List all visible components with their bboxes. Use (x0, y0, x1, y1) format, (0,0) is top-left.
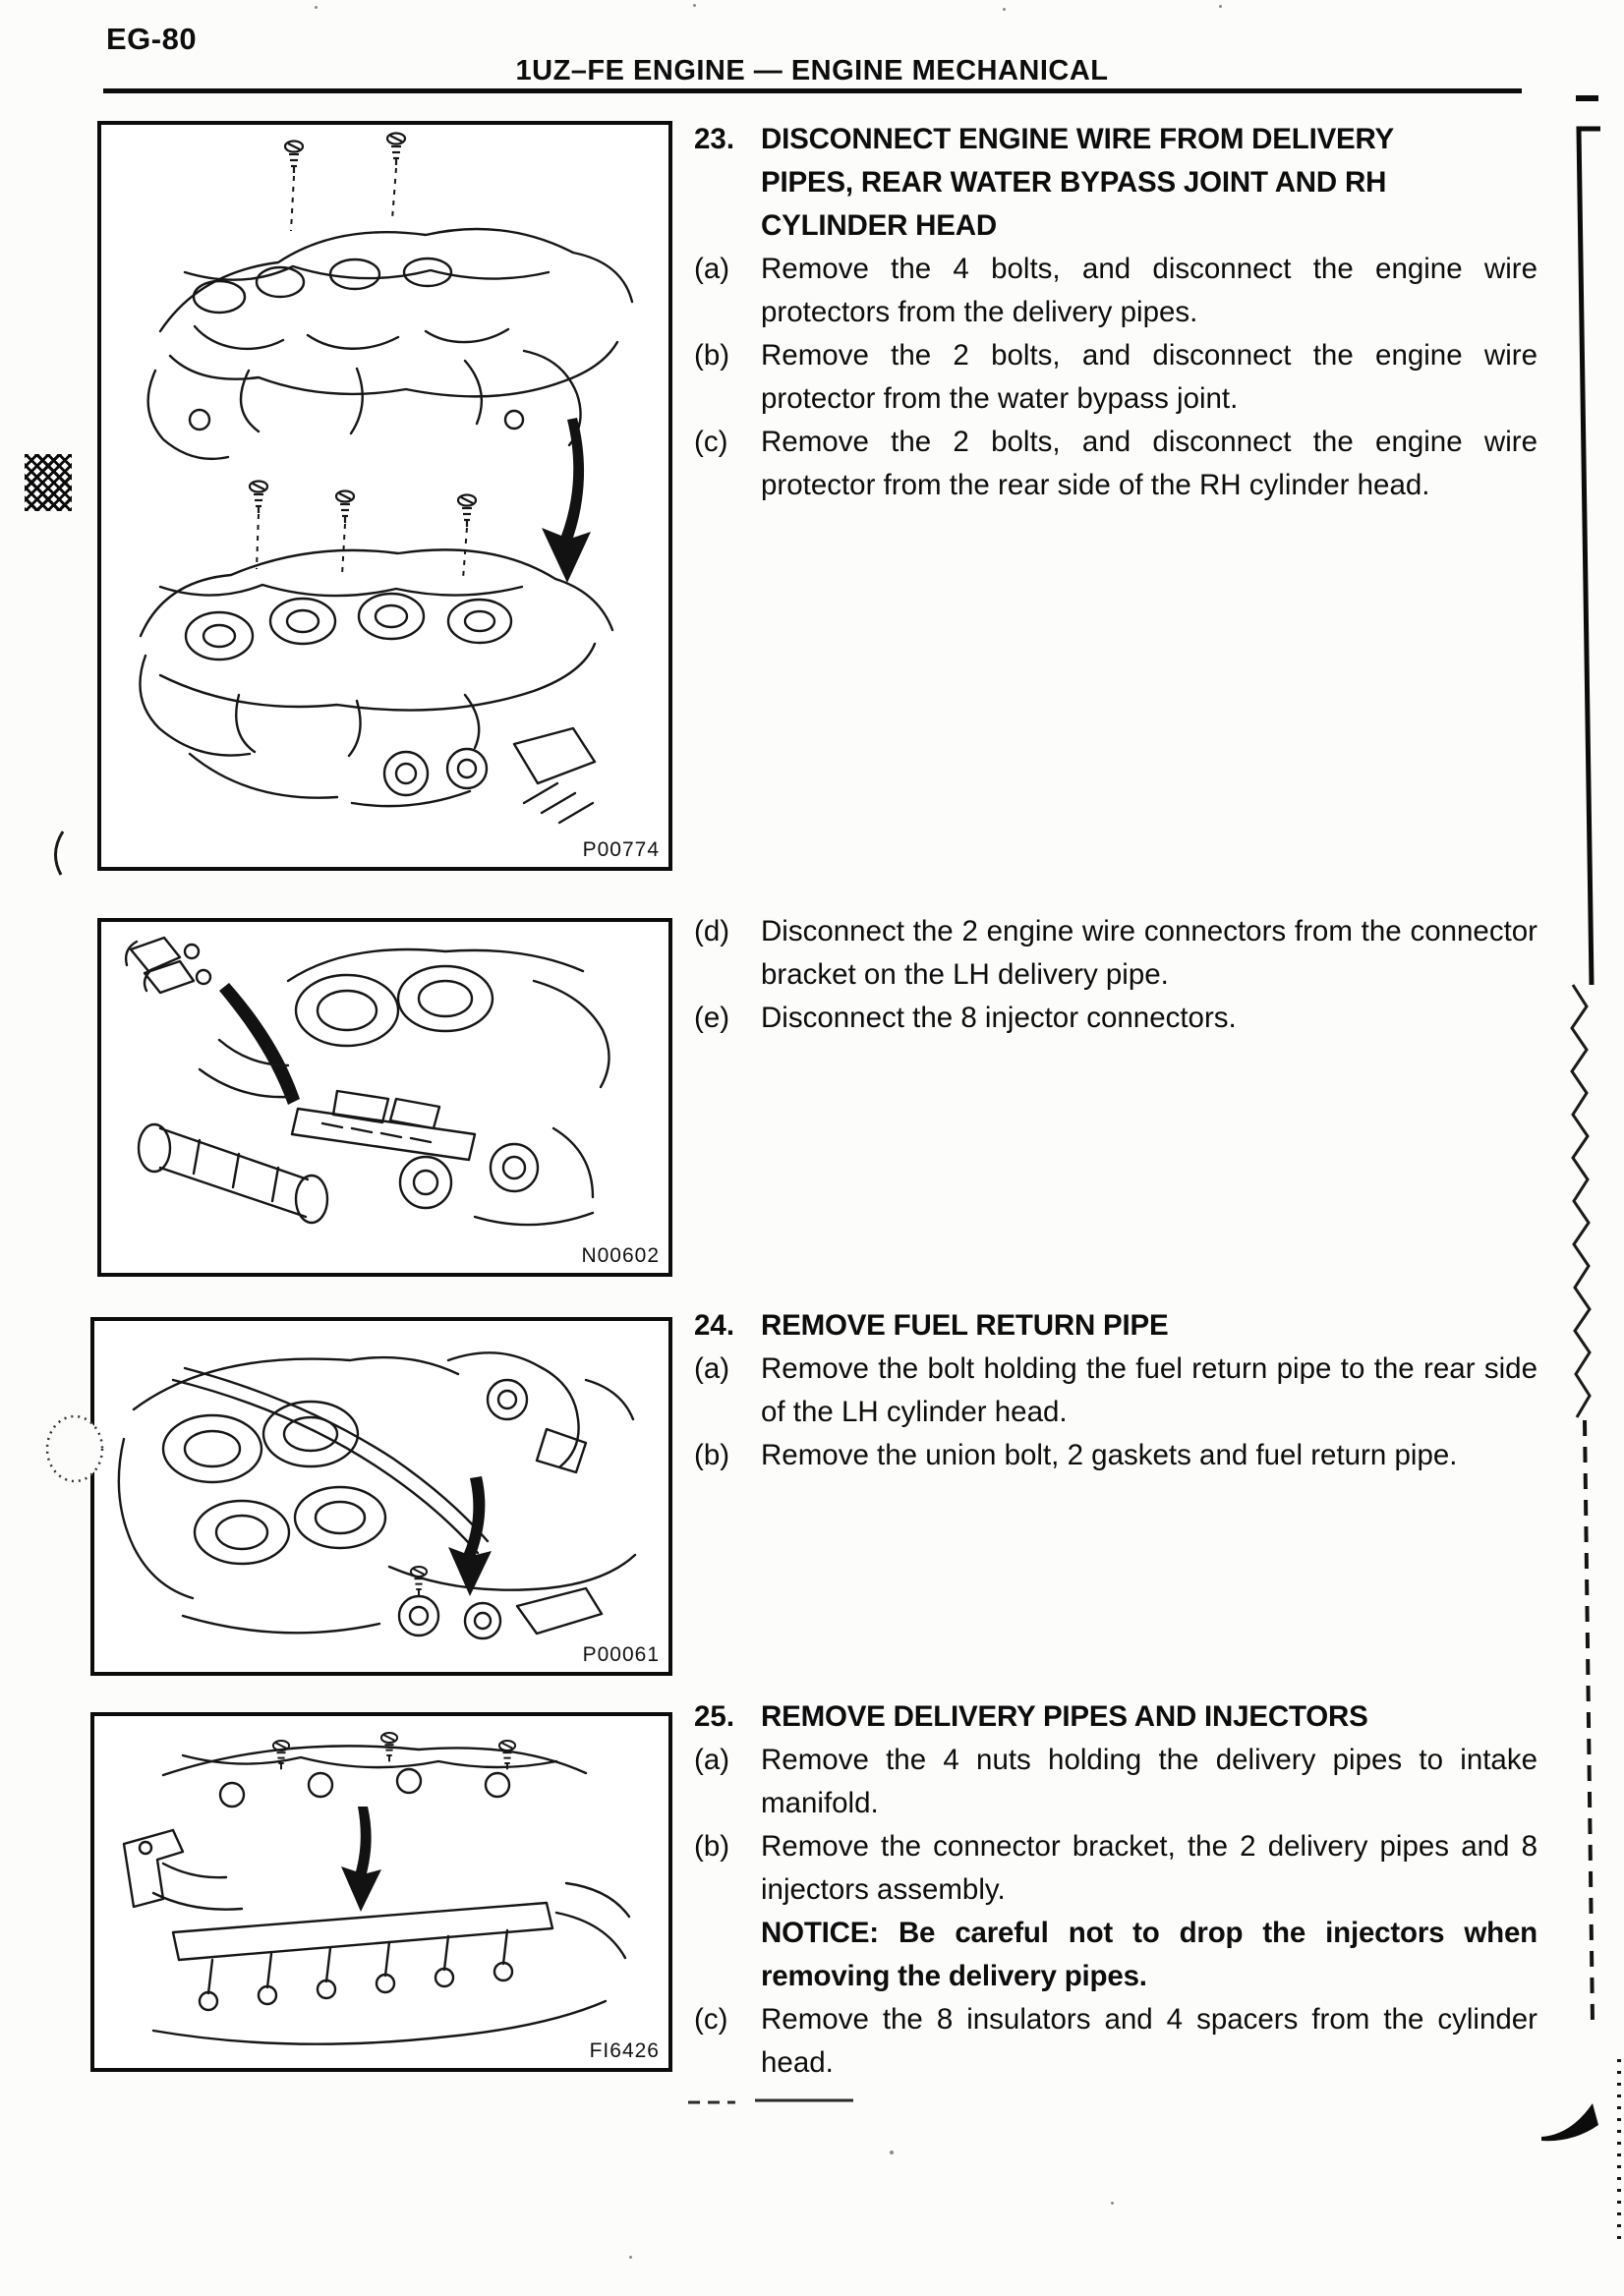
step-25c (694, 1998, 1537, 2085)
noise-dot (1219, 5, 1222, 8)
noise-dot (315, 6, 318, 9)
noise-dot (693, 4, 696, 7)
step-23c (694, 421, 1537, 507)
step-25b-label: (b) (694, 1830, 730, 1863)
step-23e-label: (e) (694, 1002, 730, 1034)
step-25a-label: (a) (694, 1744, 730, 1776)
section-24-number: 24. (694, 1309, 735, 1342)
step-24b (694, 1434, 1537, 1477)
step-23e (694, 997, 1537, 1040)
step-25a (694, 1739, 1537, 1825)
step-23d-text: Disconnect the 2 engine wire connectors from the connector bracket on the LH delivery pipe. (761, 915, 1537, 991)
section-25-number: 25. (694, 1700, 735, 1733)
section-23 (694, 118, 1537, 507)
step-24a (694, 1348, 1537, 1434)
step-23d-label: (d) (694, 915, 730, 947)
step-24a-text: Remove the bolt holding the fuel return pipe to the rear side of the LH cylinder head. (761, 1352, 1537, 1428)
step-24b-label: (b) (694, 1439, 730, 1471)
section-24-title: REMOVE FUEL RETURN PIPE (761, 1309, 1169, 1342)
step-24a-label: (a) (694, 1352, 730, 1385)
step-23b-label: (b) (694, 339, 730, 372)
noise-dot (1111, 2202, 1114, 2205)
step-25c-text: Remove the 8 insulators and 4 spacers from the cylinder head. (761, 2003, 1537, 2079)
figure-code-3: P00061 (582, 1643, 660, 1666)
section-25-title: REMOVE DELIVERY PIPES AND INJECTORS (761, 1700, 1368, 1733)
step-23b (694, 334, 1537, 421)
section-24 (694, 1304, 1537, 1477)
left-margin-hatch-mark (25, 454, 72, 511)
noise-dot (1003, 8, 1006, 11)
engine-illustration-delivery-pipes-injectors (94, 1716, 661, 2060)
section-23-title (761, 118, 1394, 248)
section-23-title-line-2: PIPES, REAR WATER BYPASS JOINT AND RH (761, 166, 1387, 199)
figure-box-4 (90, 1712, 672, 2072)
figure-code-4: FI6426 (589, 2039, 660, 2062)
section-23-title-line-3: CYLINDER HEAD (761, 209, 997, 242)
noise-dot (890, 2151, 894, 2154)
step-24b-text: Remove the union bolt, 2 gaskets and fuel return pipe. (761, 1439, 1458, 1471)
step-23a (694, 248, 1537, 334)
step-23c-label: (c) (694, 426, 728, 458)
step-25b-text: Remove the connector bracket, the 2 delivery pipes and 8 injectors assembly. (761, 1830, 1537, 1906)
figure-box-2 (97, 918, 672, 1277)
header-rule (103, 88, 1522, 93)
step-25c-label: (c) (694, 2003, 728, 2036)
figure-code-2: N00602 (581, 1244, 660, 1267)
step-23a-label: (a) (694, 253, 730, 285)
header-title: 1UZ–FE ENGINE — ENGINE MECHANICAL (515, 55, 1109, 86)
section-25 (694, 1695, 1537, 2085)
figure-box-1 (97, 121, 672, 871)
engine-illustration-fuel-return-pipe (94, 1321, 661, 1664)
step-23d (694, 910, 1537, 997)
figure-box-3 (90, 1317, 672, 1676)
step-23b-text: Remove the 2 bolts, and disconnect the engine wire protector from the water bypass joint. (761, 339, 1537, 415)
engine-illustration-rear-wire-protectors (101, 125, 661, 859)
step-25a-text: Remove the 4 nuts holding the delivery pipes to intake manifold. (761, 1744, 1537, 1819)
noise-dot (629, 2256, 632, 2259)
section-23-number: 23. (694, 123, 735, 155)
step-25b (694, 1825, 1537, 1912)
engine-illustration-wire-connectors (101, 922, 661, 1265)
step-23e-text: Disconnect the 8 injector connectors. (761, 1002, 1237, 1034)
page-number: EG-80 (106, 22, 198, 56)
section-23-title-line-1: DISCONNECT ENGINE WIRE FROM DELIVERY (761, 123, 1395, 155)
step-23a-text: Remove the 4 bolts, and disconnect the engine wire protectors from the delivery pipes. (761, 253, 1537, 328)
figure-code-1: P00774 (582, 838, 660, 861)
section-23-continued (694, 910, 1537, 1040)
notice-text: NOTICE: Be careful not to drop the injectors when removing the delivery pipes. (761, 1917, 1537, 1992)
step-23c-text: Remove the 2 bolts, and disconnect the engine wire protector from the rear side of the RH cylinder head. (761, 426, 1537, 501)
